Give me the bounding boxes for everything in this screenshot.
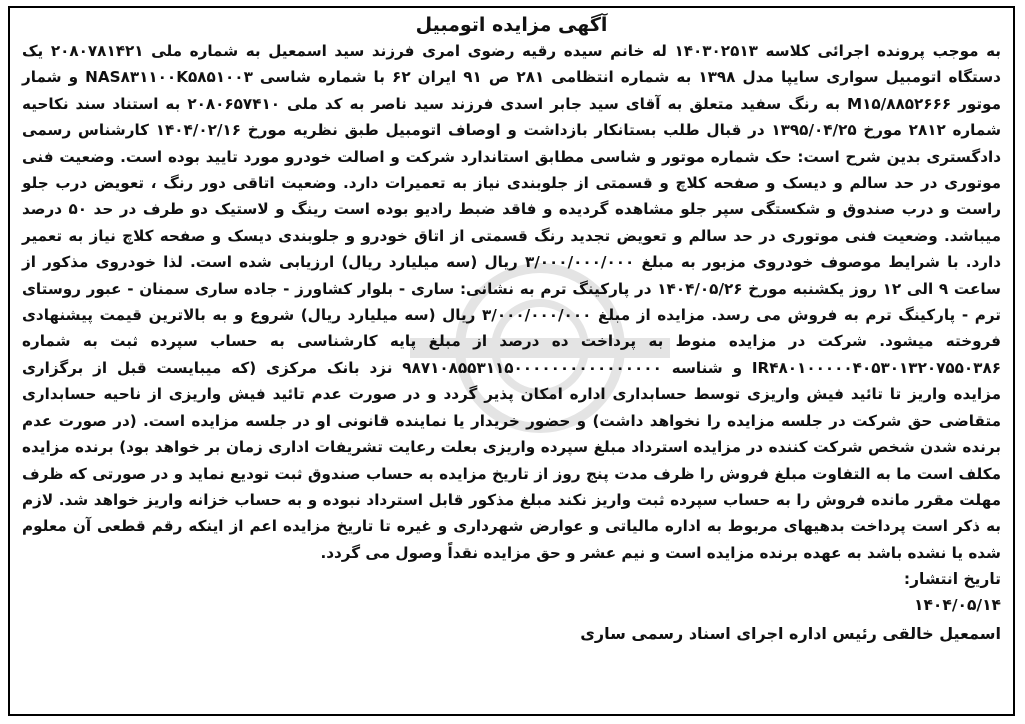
- notice-title: آگهی مزایده اتومبیل: [415, 14, 608, 36]
- publication-date-value: ۱۴۰۴/۰۵/۱۴: [913, 596, 1001, 615]
- publication-date-block: [22, 566, 1001, 618]
- auction-notice: [8, 6, 1015, 716]
- signature-line: اسمعیل خالقی رئیس اداره اجرای اسناد رسمی ساری: [580, 624, 1001, 644]
- notice-body: به موجب پرونده اجرائی کلاسه ۱۴۰۳۰۲۵۱۳ له خانم سیده رقیه رضوی امری فرزند سید اسمعیل به شماره ملی ۲۰۸۰۷۸۱۴۲۱ یک دستگاه اتومبیل سواری سایپا مدل ۱۳۹۸ به شماره انتظامی ۲۸۱ ص ۹۱ ایران ۶۲ با شماره شاسی NAS۸۳۱۱۰۰K۵۸۵۱۰۰۳ و شمار موتور M۱۵/۸۸۵۲۶۶۶ به رنگ سفید متعلق به آقای سید جابر اسدی فرزند سید ناصر به کد ملی ۲۰۸۰۶۵۷۴۱۰ به استناد سند نکاحیه شماره ۲۸۱۲ مورخ ۱۳۹۵/۰۴/۲۵ در قبال طلب بستانکار بازداشت و اوصاف اتومبیل طبق نظریه مورخ ۱۴۰۴/۰۲/۱۶ کارشناس رسمی دادگستری بدین شرح است: حک شماره موتور و شاسی مطابق استاندارد شرکت و اصالت خودرو مورد تایید بوده است. وضعیت فنی موتوری در حد سالم و دیسک و صفحه کلاچ و قسمتی از جلوبندی نیاز به تعمیرات دارد. وضعیت اتاقی دور رنگ ، تعویض درب جلو راست و درب صندوق و شکستگی سپر جلو مشاهده گردیده و فاقد ضبط رادیو بوده است رینگ و لاستیک دو طرف در حد ۵۰ درصد میباشد. وضعیت فنی موتوری در حد سالم و تعویض تجدید رنگ قسمتی از اتاق خودرو و جلوبندی دیسک و صفحه کلاچ نیاز به تعمیر دارد. با شرایط موصوف خودروی مزبور به مبلغ ۳/۰۰۰/۰۰۰/۰۰۰ ریال (سه میلیارد ریال) ارزیابی شده است. لذا خودروی مذکور از ساعت ۹ الی ۱۲ روز یکشنبه مورخ ۱۴۰۴/۰۵/۲۶ در پارکینگ ترم به نشانی: ساری - بلوار کشاورز - جاده ساری سمنان - عبور روستای ترم - پارکینگ ترم به فروش می رسد. مزایده از مبلغ ۳/۰۰۰/۰۰۰/۰۰۰ ریال (سه میلیارد ریال) شروع و به بالاترین قیمت پیشنهادی فروخته میشود. شرکت در مزایده منوط به پرداخت ده درصد از مبلغ پایه کارشناسی به حساب سپرده ثبت به شماره IR۴۸۰۱۰۰۰۰۰۴۰۵۳۰۱۳۲۰۷۵۵۰۳۸۶ و شناسه ۹۸۷۱۰۸۵۵۳۱۱۵۰۰۰۰۰۰۰۰۰۰۰۰۰۰۰۰ نزد بانک مرکزی (که میبایست قبل از برگزاری مزایده واریز تا تائید فیش واریزی توسط حسابداری اداره امکان پذیر گردد و در صورت عدم تائید فیش واریزی از ناحیه حسابداری متقاضی حق شرکت در جلسه مزایده را نخواهد داشت) و حضور خریدار یا نماینده قانونی او در جلسه مزایده است. (در صورت عدم برنده شدن شخص شرکت کننده در مزایده استرداد مبلغ سپرده واریزی بعلت رعایت تشریفات اداری زمان بر خواهد بود) برنده مزایده مکلف است ما به التفاوت مبلغ فروش را ظرف مدت پنج روز از تاریخ مزایده به حساب صندوق ثبت تودیع نماید و در صورتی که ظرف مهلت مقرر مانده فروش را به حساب سپرده ثبت واریز نکند مبلغ مذکور قابل استرداد نبوده و به حساب خزانه واریز خواهد شد. لازم به ذکر است پرداخت بدهیهای مربوط به اداره مالیاتی و عوارض شهرداری و غیره تا تاریخ مزایده اعم از اینکه رقم قطعی آن معلوم شده یا نشده باشد به عهده برنده مزایده است و نیم عشر و حق مزایده نقداً وصول می گردد.: [22, 42, 1002, 562]
- publication-date-label: تاریخ انتشار:: [903, 570, 1001, 589]
